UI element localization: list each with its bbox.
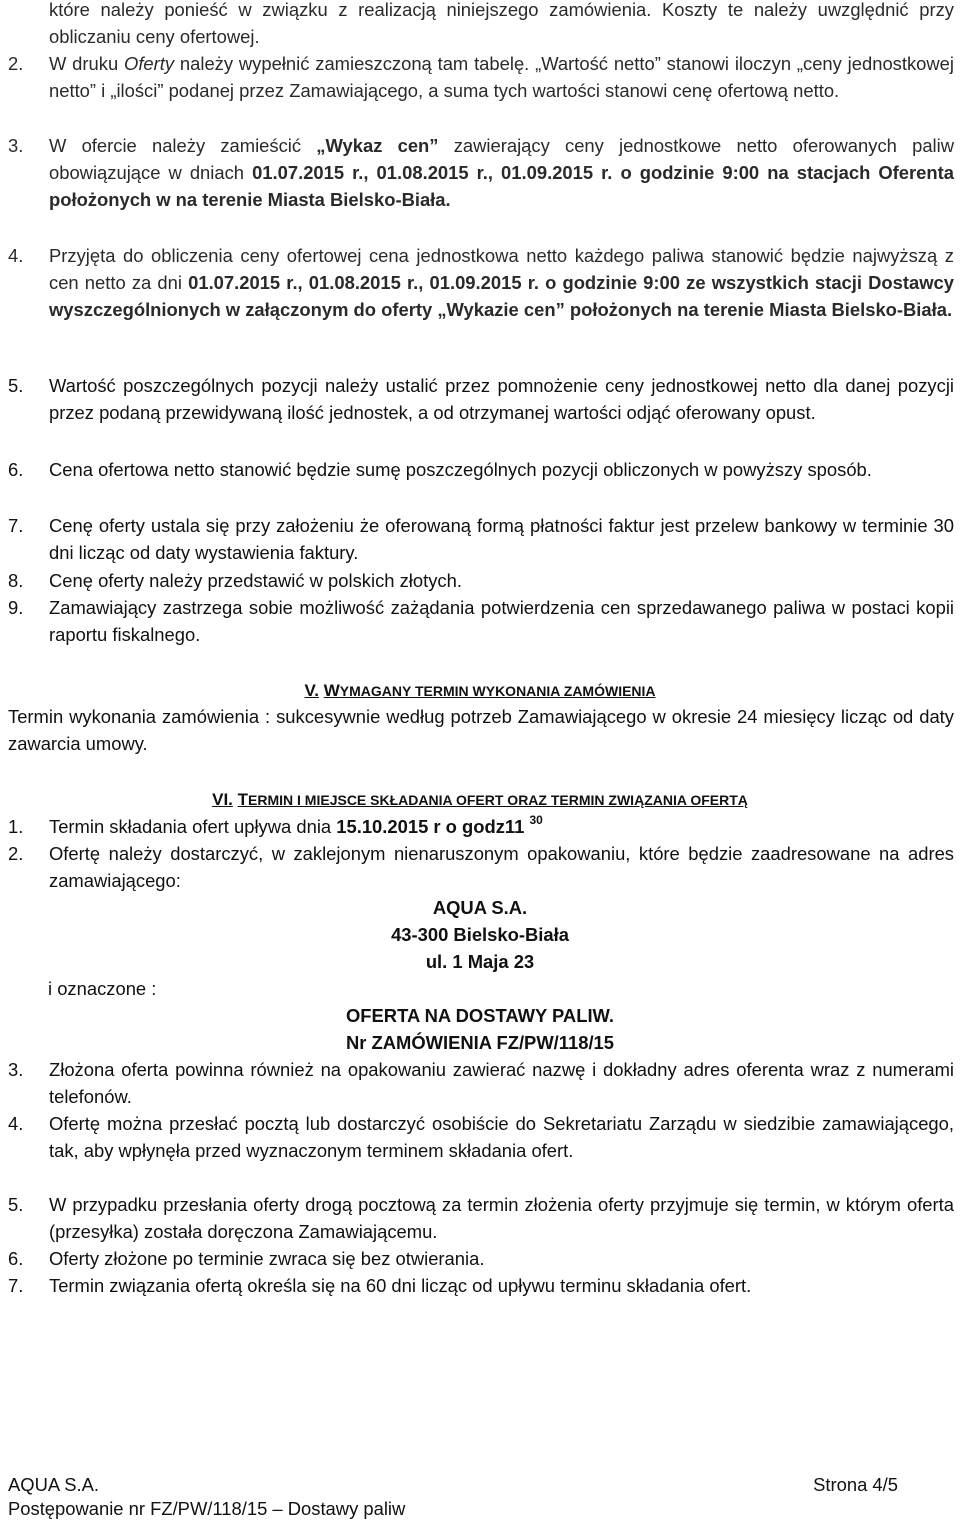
text-segment: W ofercie należy zamieścić [49, 135, 317, 156]
section-6-item-2 [8, 840, 954, 894]
list-item-text [49, 132, 954, 213]
section-6-item-7 [8, 1272, 954, 1299]
list-item-number: 7. [8, 515, 24, 536]
list-item-text [49, 242, 954, 323]
list-item-text [49, 813, 954, 840]
list-item-number: 3. [8, 135, 24, 156]
footer-procedure: Postępowanie nr FZ/PW/118/15 – Dostawy paliw [8, 1498, 406, 1519]
section-title-initial: T [237, 790, 249, 809]
list-item-number: 4. [8, 1113, 24, 1134]
marking-label: i oznaczone : [48, 978, 157, 999]
envelope-marking-title: OFERTA NA DOSTAWY PALIW. [345, 1005, 615, 1026]
section-title: ERMIN I MIEJSCE SKŁADANIA OFERT ORAZ TERMIN ZWIĄZANIA OFERTĄ [248, 792, 748, 808]
section-5-heading [0, 677, 960, 705]
list-item-8 [8, 567, 954, 594]
list-item-text: Cenę oferty należy przedstawić w polskich złotych. [49, 570, 462, 591]
list-item-3 [8, 132, 954, 213]
section-6-item-3 [8, 1056, 954, 1110]
text-segment: zawierający ceny jednostkowe netto oferowanych paliw obowiązujące w dniach [49, 135, 954, 183]
list-item-number: 9. [8, 597, 24, 618]
italic-term: Oferty [124, 53, 175, 74]
deadline-minutes: 30 [529, 813, 543, 827]
footer-company: AQUA S.A. [8, 1474, 99, 1495]
deadline-date: 15.10.2015 r o godz11 [336, 816, 525, 837]
list-item-number: 7. [8, 1275, 24, 1296]
list-item-text: które należy ponieść w związku z realizacją niniejszego zamówienia. Koszty te należy uwzględnić przy obliczaniu ceny ofertowej. [49, 0, 954, 47]
envelope-marking-order-number: Nr ZAMÓWIENIA FZ/PW/118/15 [345, 1032, 615, 1053]
list-item-number: 5. [8, 1194, 24, 1215]
text-segment: Przyjęta do obliczenia ceny ofertowej cena jednostkowa netto każdego paliwa stanowić będzie najwyższą z cen netto za dni [49, 245, 954, 293]
list-item-number: 5. [8, 375, 24, 396]
list-item-5 [8, 372, 954, 426]
address-street: ul. 1 Maja 23 [425, 951, 535, 972]
list-item-number: 1. [8, 816, 24, 837]
list-item-9 [8, 594, 954, 648]
list-item-text [49, 50, 954, 104]
text-segment: należy wypełnić zamieszczoną tam tabelę. „Wartość netto” stanowi iloczyn „ceny jednostkowej netto” i „ilości” podanej przez Zamawiającego, a suma tych wartości stanowi cenę ofertową netto. [49, 53, 954, 101]
address-company: AQUA S.A. [432, 897, 528, 918]
list-item-text: Cena ofertowa netto stanowić będzie sumę poszczególnych pozycji obliczonych w powyższy sposób. [49, 459, 872, 480]
footer-page-number: Strona 4/5 [813, 1474, 898, 1495]
section-6-item-4 [8, 1110, 954, 1164]
list-item-text: Złożona oferta powinna również na opakowaniu zawierać nazwę i dokładny adres oferenta wraz z numerami telefonów. [49, 1059, 954, 1107]
list-item-text: Cenę oferty ustala się przy założeniu że oferowaną formą płatności faktur jest przelew bankowy w terminie 30 dni licząc od daty wystawienia faktury. [49, 515, 954, 563]
text-segment: W druku [49, 53, 125, 74]
list-item-text: Wartość poszczególnych pozycji należy ustalić przez pomnożenie ceny jednostkowej netto dla danej pozycji przez podaną przewidywaną ilość jednostek, a od otrzymanej wartości odjąć oferowany opust. [49, 375, 954, 423]
bold-term: „Wykaz cen” [316, 135, 439, 156]
list-item-text: Oferty złożone po terminie zwraca się bez otwierania. [49, 1248, 485, 1269]
section-6-item-6 [8, 1245, 954, 1272]
list-item-number: 2. [8, 843, 24, 864]
list-item-6 [8, 456, 954, 483]
section-6-item-5 [8, 1191, 954, 1245]
bold-dates: 01.07.2015 r., 01.08.2015 r., 01.09.2015 r. o godzinie 9:00 ze wszystkich stacji Dostawcy wyszczególnionych w załączonym do oferty „Wykazie cen” położonych na terenie Miasta Bielsko-Biała. [49, 272, 954, 320]
list-item-1-continuation [8, 0, 954, 50]
section-number: V. [304, 681, 319, 700]
section-6-heading [0, 786, 960, 814]
list-item-text: Ofertę należy dostarczyć, w zaklejonym nienaruszonym opakowaniu, które będzie zaadresowane na adres zamawiającego: [49, 843, 954, 891]
list-item-text: Ofertę można przesłać pocztą lub dostarczyć osobiście do Sekretariatu Zarządu w siedzibie zamawiającego, tak, aby wpłynęła przed wyznaczonym terminem składania ofert. [49, 1113, 954, 1161]
section-5-text: Termin wykonania zamówienia : sukcesywnie według potrzeb Zamawiającego w okresie 24 miesięcy licząc od daty zawarcia umowy. [8, 706, 954, 754]
section-title-initial: W [323, 681, 340, 700]
list-item-4 [8, 242, 954, 323]
list-item-number: 8. [8, 570, 24, 591]
list-item-number: 6. [8, 1248, 24, 1269]
bold-dates: 01.07.2015 r., 01.08.2015 r., 01.09.2015 r. o godzinie 9:00 na stacjach Oferenta położonych w na terenie Miasta Bielsko-Biała. [49, 162, 954, 210]
text-segment: Termin składania ofert upływa dnia [49, 816, 337, 837]
list-item-text: Termin związania ofertą określa się na 60 dni licząc od upływu terminu składania ofert. [49, 1275, 752, 1296]
list-item-text: Zamawiający zastrzega sobie możliwość zażądania potwierdzenia cen sprzedawanego paliwa w postaci kopii raportu fiskalnego. [49, 597, 954, 645]
list-item-text: W przypadku przesłania oferty drogą pocztową za termin złożenia oferty przyjmuje się termin, w którym oferta (przesyłka) została doręczona Zamawiającemu. [49, 1194, 954, 1242]
list-item-number: 4. [8, 245, 24, 266]
list-item-number: 6. [8, 459, 24, 480]
list-item-2 [8, 50, 954, 104]
list-item-number: 2. [8, 53, 24, 74]
list-item-number: 3. [8, 1059, 24, 1080]
section-title: YMAGANY TERMIN WYKONANIA ZAMÓWIENIA [339, 683, 656, 699]
section-6-item-1 [8, 813, 954, 840]
section-number: VI. [212, 790, 233, 809]
list-item-7 [8, 512, 954, 566]
address-city: 43-300 Bielsko-Biała [391, 924, 569, 945]
